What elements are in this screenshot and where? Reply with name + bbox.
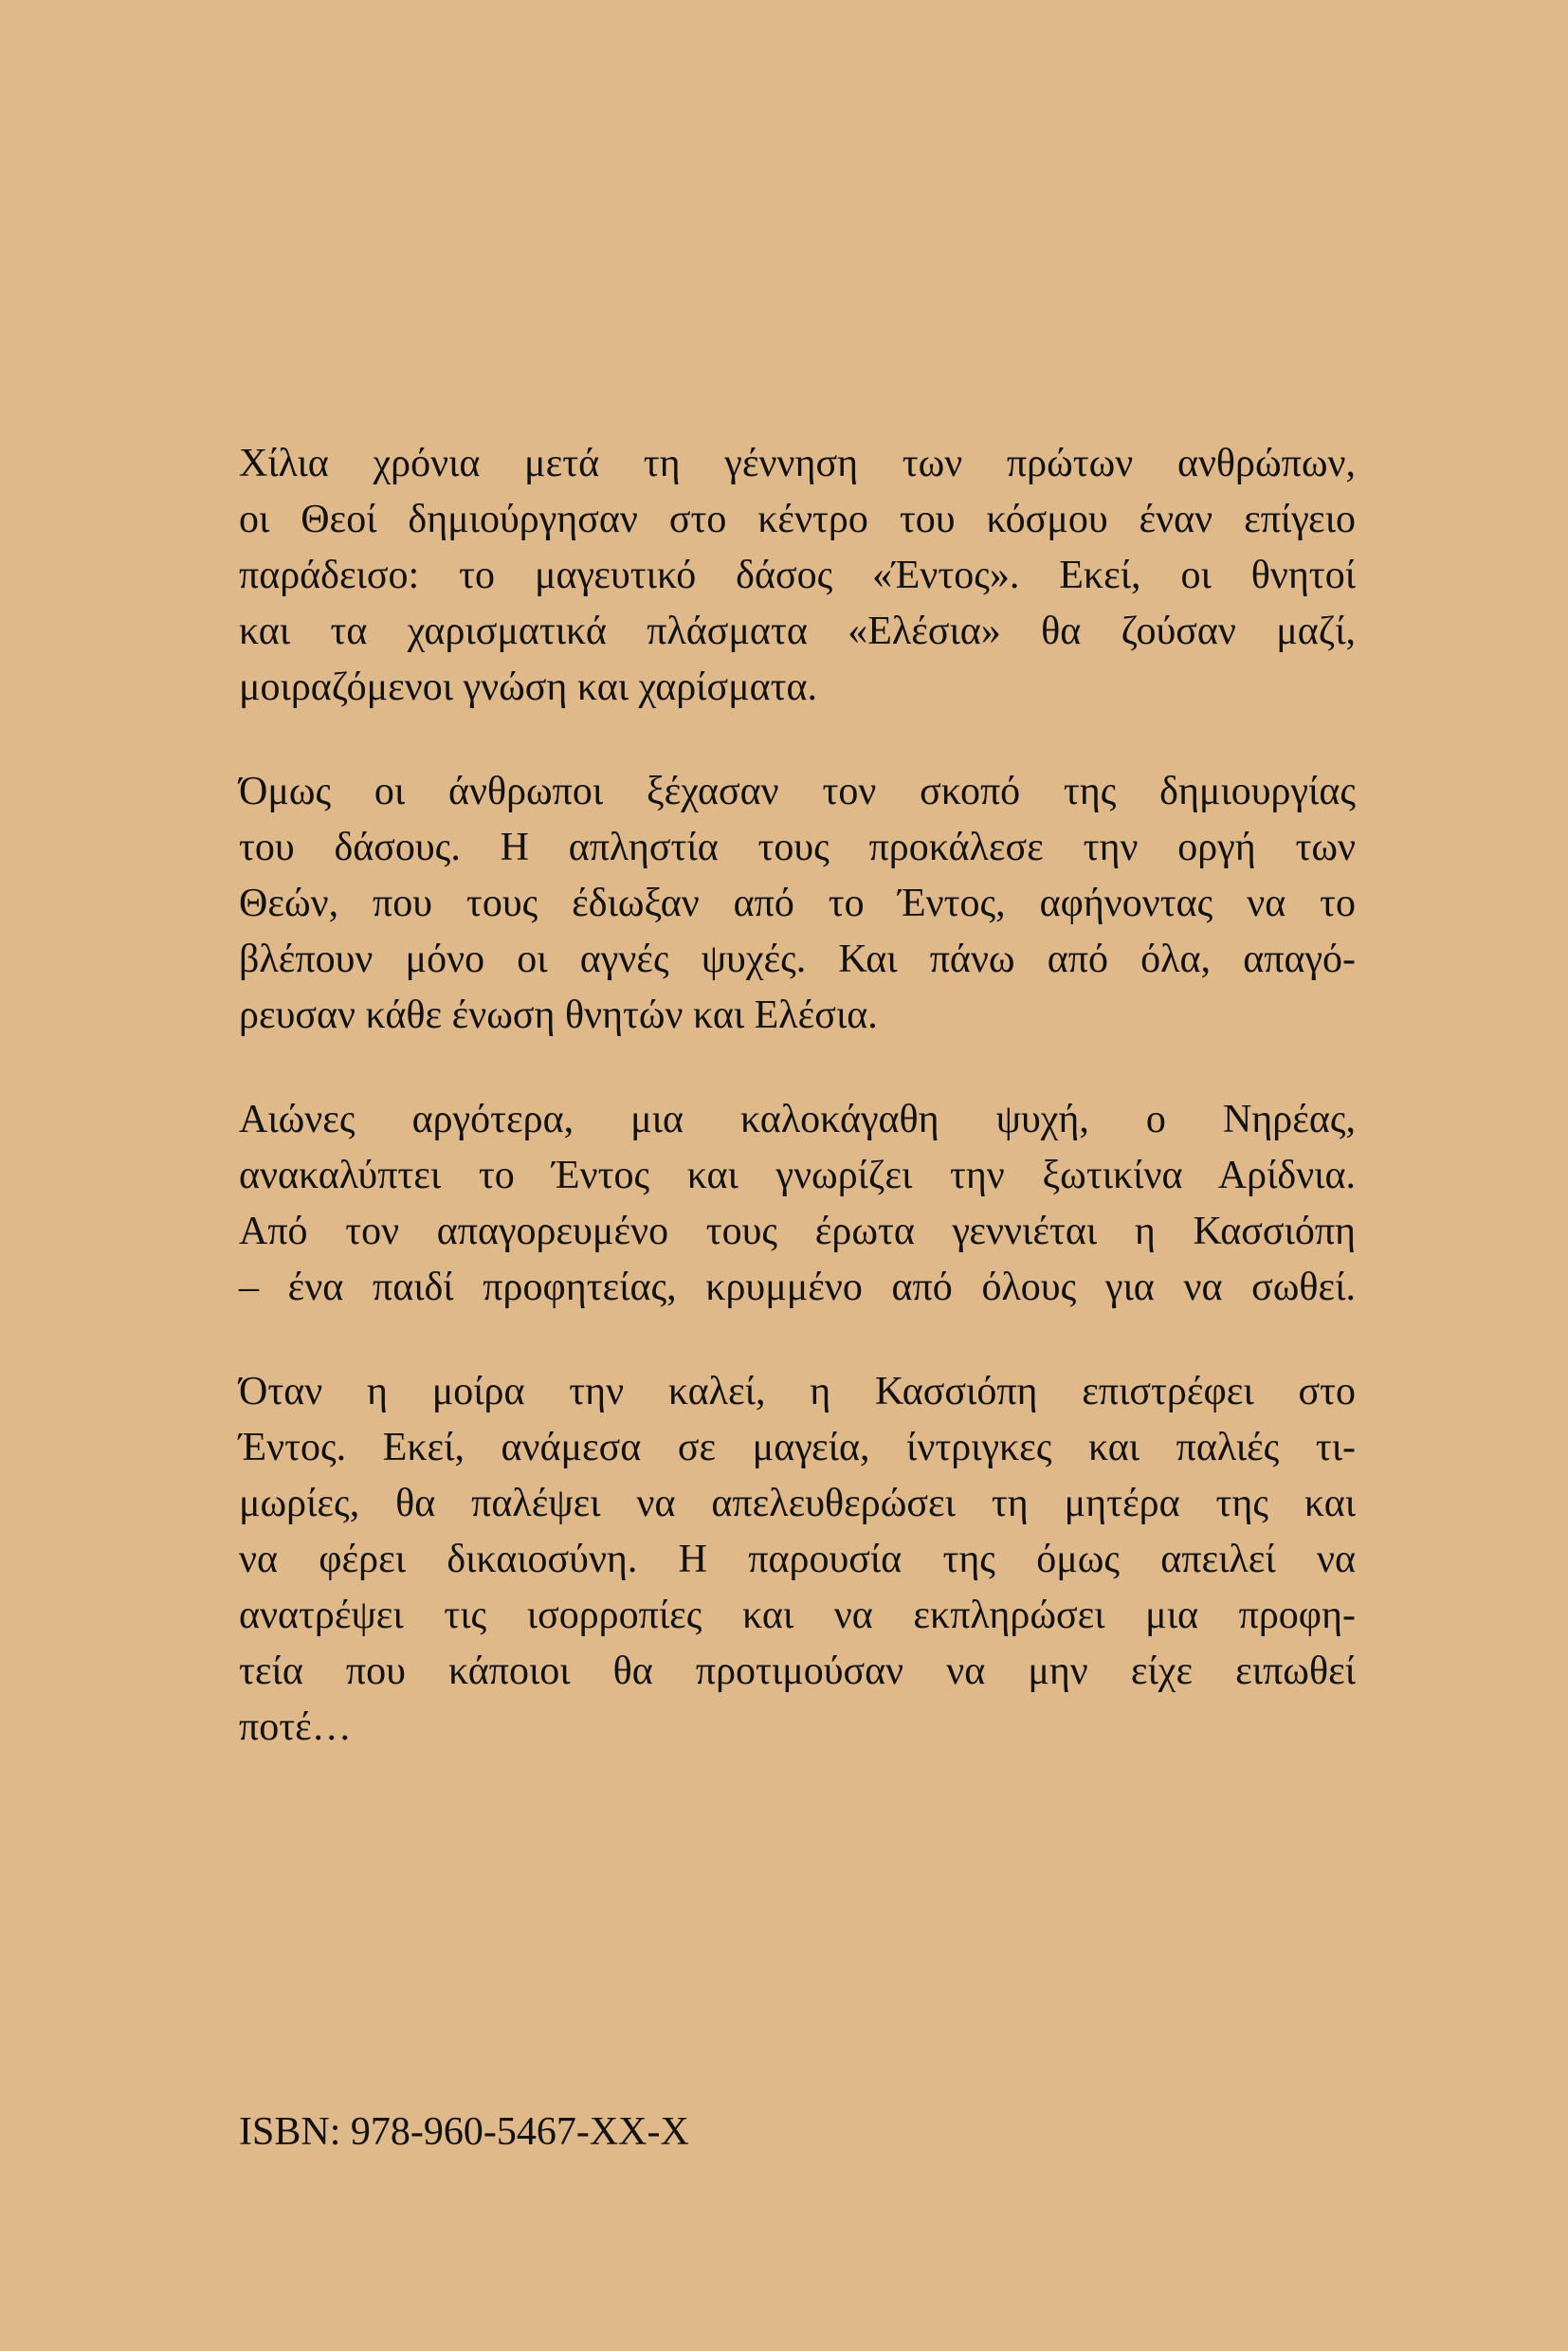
- isbn-number: ISBN: 978-960-5467-XX-X: [239, 2110, 689, 2154]
- paragraph-line: ποτέ…: [239, 1705, 352, 1749]
- paragraph-line: παράδεισο: το μαγευτικό δάσος «Έντος». Εκεί, οι θνητοί: [239, 554, 1356, 597]
- paragraph-line: Όταν η μοίρα την καλεί, η Κασσιόπη επιστρέφει στο: [239, 1370, 1356, 1413]
- paragraph-line: Θεών, που τους έδιωξαν από το Έντος, αφήνοντας να το: [239, 882, 1356, 925]
- paragraph-line: του δάσους. Η απληστία τους προκάλεσε την οργή των: [239, 826, 1356, 869]
- paragraph-line: και τα χαρισματικά πλάσματα «Ελέσια» θα ζούσαν μαζί,: [239, 610, 1356, 653]
- paragraph-line: μωρίες, θα παλέψει να απελευθερώσει τη μητέρα της και: [239, 1482, 1356, 1525]
- synopsis-paragraph-4: [239, 1364, 1356, 1756]
- paragraph-line: να φέρει δικαιοσύνη. Η παρουσία της όμως απειλεί να: [239, 1538, 1356, 1581]
- paragraph-line: τεία που κάποιοι θα προτιμούσαν να μην είχε ειπωθεί: [239, 1649, 1356, 1693]
- paragraph-line: ανακαλύπτει το Έντος και γνωρίζει την ξωτικίνα Αρίδνια.: [239, 1154, 1356, 1197]
- paragraph-line: ανατρέψει τις ισορροπίες και να εκπληρώσει μια προφη-: [239, 1594, 1356, 1637]
- paragraph-line: Όμως οι άνθρωποι ξέχασαν τον σκοπό της δημιουργίας: [239, 770, 1356, 813]
- paragraph-line: Αιώνες αργότερα, μια καλοκάγαθη ψυχή, ο Νηρέας,: [239, 1098, 1356, 1141]
- paragraph-line: – ένα παιδί προφητείας, κρυμμένο από όλους για να σωθεί.: [239, 1266, 1356, 1309]
- synopsis-paragraph-1: [239, 436, 1356, 716]
- synopsis-paragraph-3: [239, 1092, 1356, 1316]
- paragraph-line: Έντος. Εκεί, ανάμεσα σε μαγεία, ίντριγκες και παλιές τι-: [239, 1426, 1356, 1469]
- paragraph-line: [239, 436, 1356, 492]
- synopsis-text: [239, 436, 1356, 1804]
- paragraph-line: μοιραζόμενοι γνώση και χαρίσματα.: [239, 665, 818, 709]
- paragraph-line: οι Θεοί δημιούργησαν στο κέντρο του κόσμου έναν επίγειο: [239, 498, 1356, 541]
- synopsis-paragraph-2: [239, 764, 1356, 1044]
- text-line: Χίλια χρόνια μετά τη γέννηση των πρώτων ανθρώπων,: [239, 442, 1356, 485]
- paragraph-line: βλέπουν μόνο οι αγνές ψυχές. Και πάνω από όλα, απαγό-: [239, 938, 1356, 981]
- paragraph-line: Από τον απαγορευμένο τους έρωτα γεννιέται η Κασσιόπη: [239, 1210, 1356, 1253]
- paragraph-line: ρευσαν κάθε ένωση θνητών και Ελέσια.: [239, 993, 878, 1037]
